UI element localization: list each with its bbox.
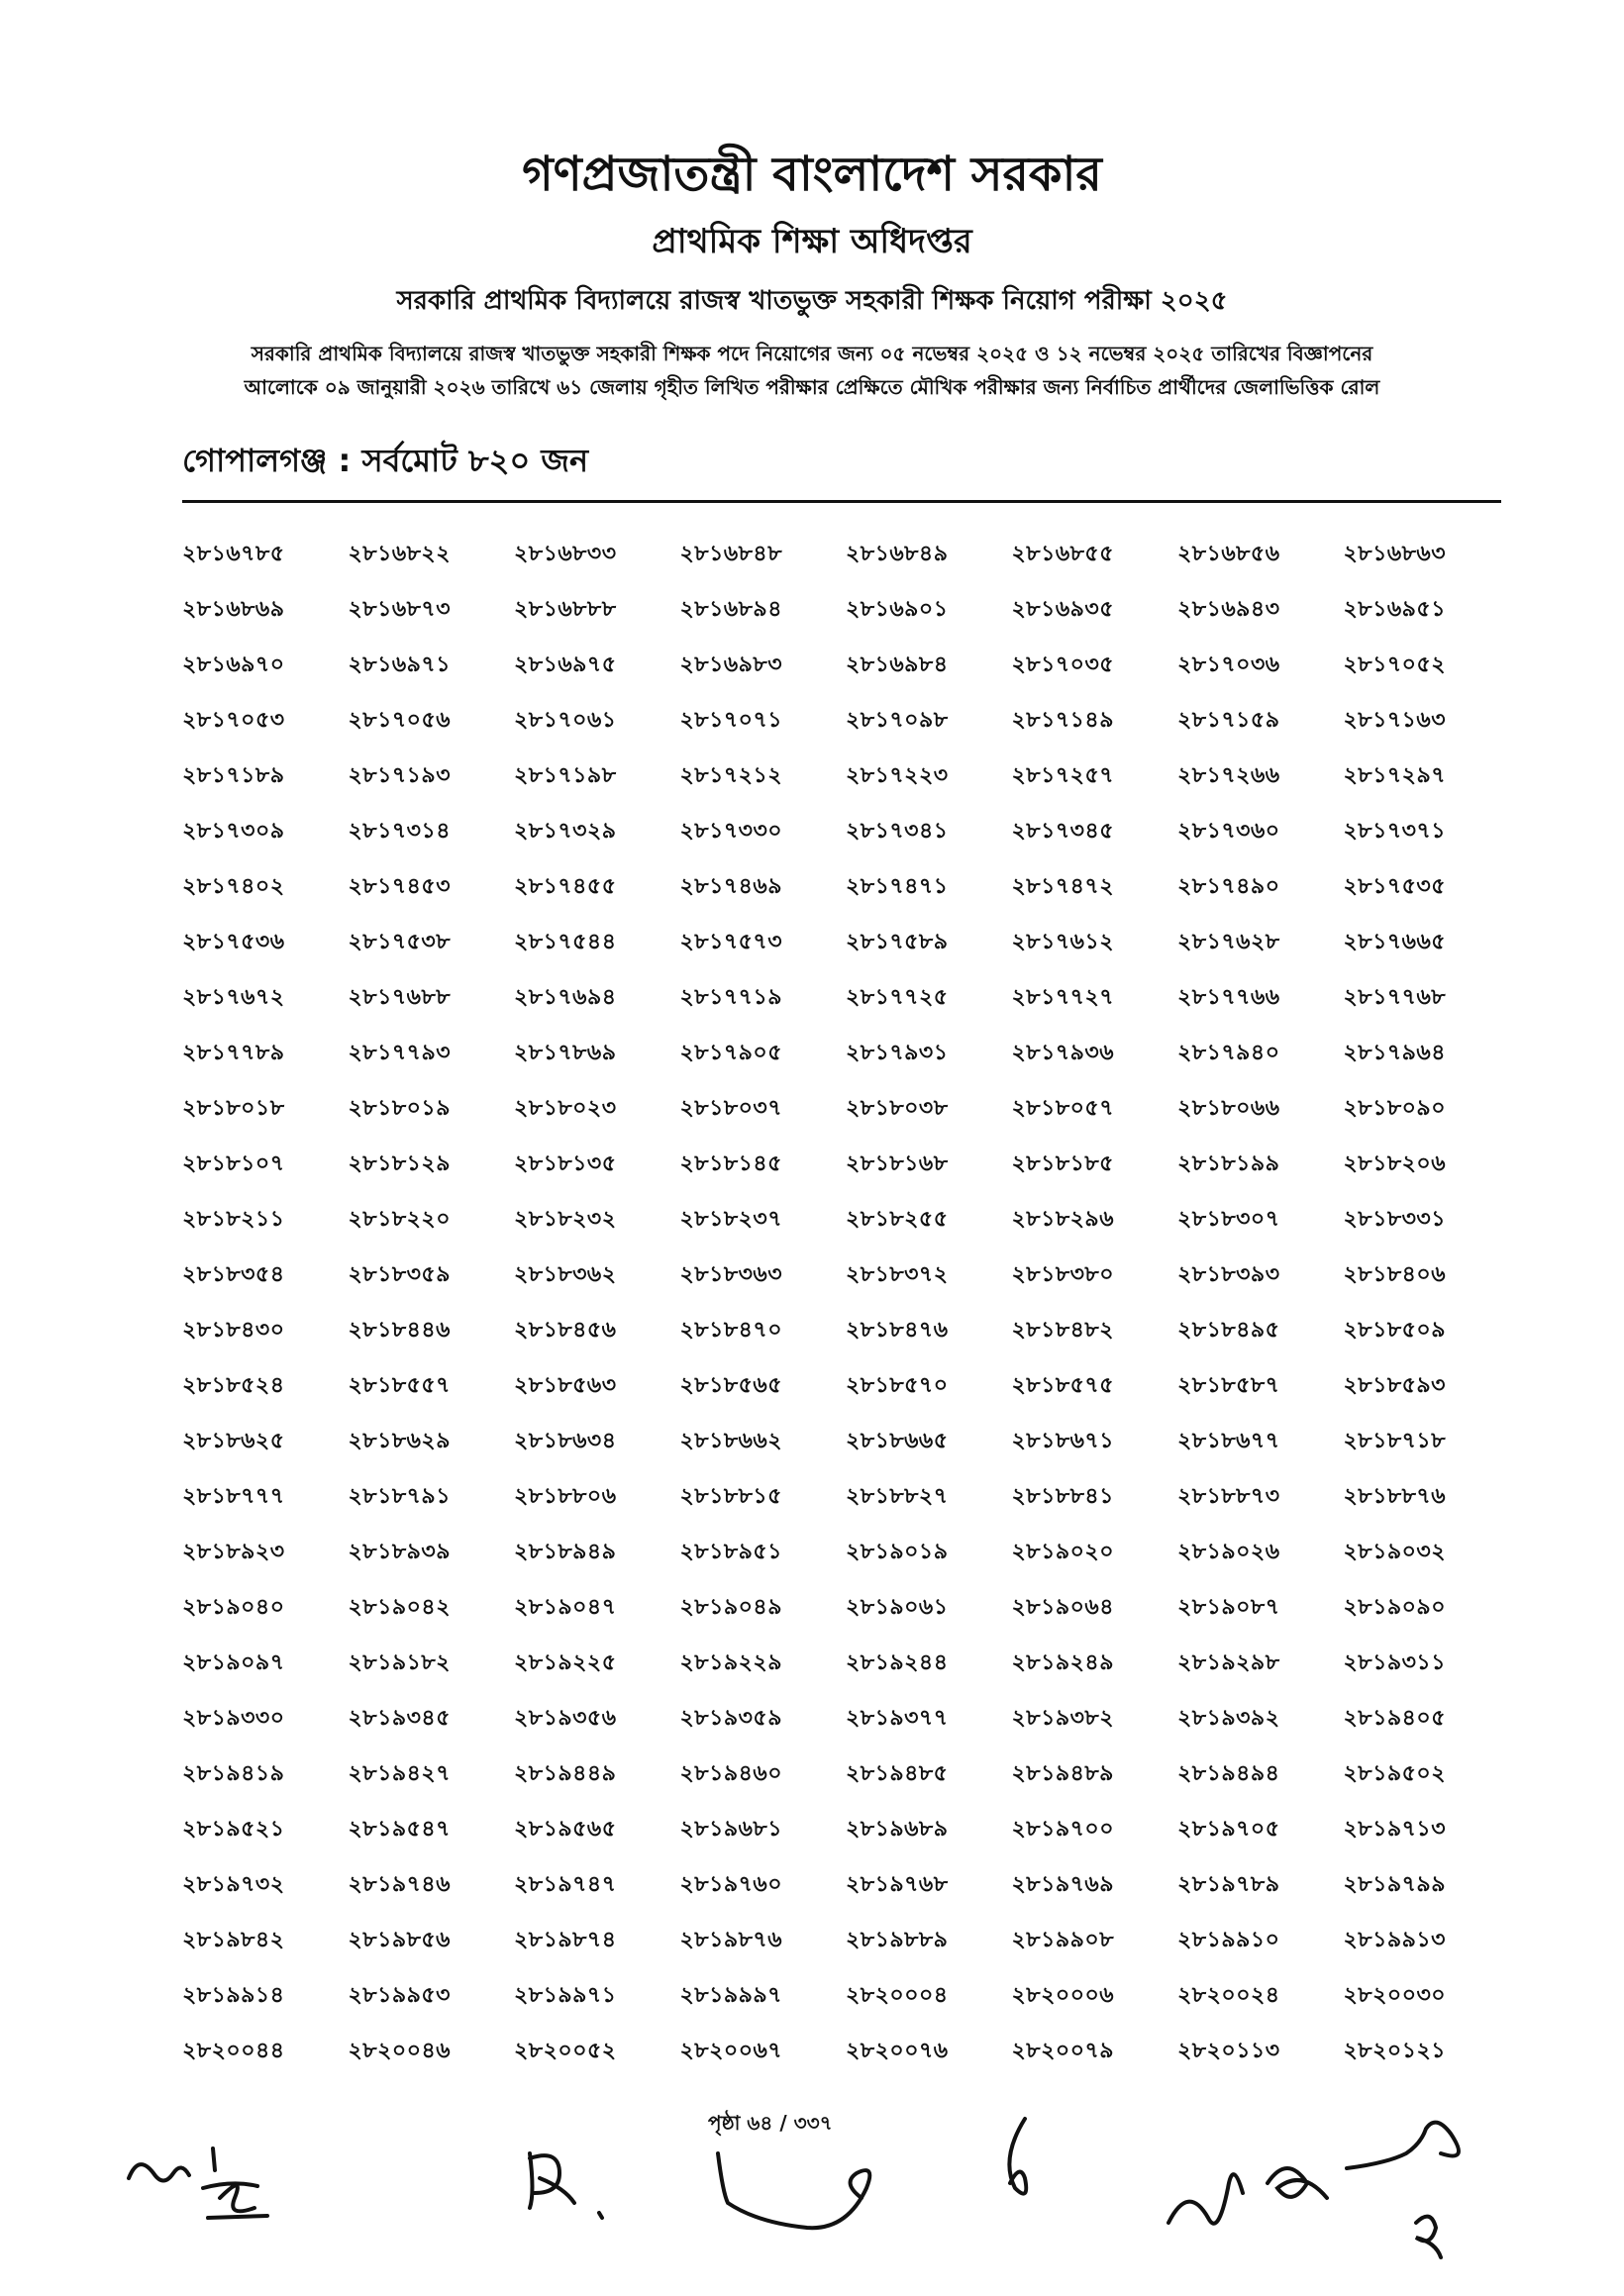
roll-number-cell: ২৮১৮২৩৭ xyxy=(679,1207,783,1232)
roll-number-cell: ২৮১৮৯৩৯ xyxy=(348,1540,451,1564)
roll-number-cell: ২৮১৮৩৬৩ xyxy=(679,1262,783,1287)
roll-number-cell: ২৮১৮৫৫৭ xyxy=(348,1373,451,1398)
roll-number-cell: ২৮১৭১৫৯ xyxy=(1177,708,1280,733)
roll-number-cell: ২৮১৭১৯৩ xyxy=(348,763,452,788)
roll-number-cell: ২৮১৯৩৫৬ xyxy=(514,1706,617,1731)
roll-number-cell: ২৮১৯৭৬০ xyxy=(679,1872,783,1897)
roll-number-cell: ২৮১৭৯০৫ xyxy=(679,1041,783,1065)
roll-number-cell: ২৮১৭৪০২ xyxy=(182,874,285,899)
roll-number-cell: ২৮১৮৭৭৭ xyxy=(182,1484,285,1509)
roll-number-cell: ২৮১৯৮৫৬ xyxy=(348,1928,451,1952)
roll-number-cell: ২৮১৯৫৬৫ xyxy=(514,1817,617,1842)
roll-number-cell: ২৮১৯৭৮৯ xyxy=(1177,1872,1280,1897)
roll-number-cell: ২৮১৭৭৬৬ xyxy=(1177,985,1280,1010)
roll-number-cell: ২৮১৯৭১৩ xyxy=(1343,1817,1447,1842)
roll-number-cell: ২৮১৯০৩২ xyxy=(1343,1540,1447,1564)
roll-number-cell: ২৮২০০৫২ xyxy=(514,2039,617,2063)
roll-number-cell: ২৮১৯৪৮৫ xyxy=(846,1761,949,1786)
exam-title: সরকারি প্রাথমিক বিদ্যালয়ে রাজস্ব খাতভুক্ত সহকারী শিক্ষক নিয়োগ পরীক্ষা ২০২৫ xyxy=(396,286,1228,316)
roll-number-cell: ২৮১৮৮৪১ xyxy=(1011,1484,1114,1509)
roll-number-cell: ২৮১৯৯৭১ xyxy=(514,1983,617,2008)
roll-number-cell: ২৮১৬৯৭০ xyxy=(182,652,285,677)
roll-number-cell: ২৮১৮০৩৮ xyxy=(846,1096,949,1121)
roll-number-cell: ২৮১৬৭৮৫ xyxy=(182,542,285,566)
roll-number-cell: ২৮১৮৯৪৯ xyxy=(514,1540,617,1564)
roll-number-cell: ২৮২০০০৪ xyxy=(846,1983,949,2008)
roll-number-cell: ২৮১৮১৮৫ xyxy=(1011,1151,1114,1176)
district-heading: গোপালগঞ্জ : সর্বমোট ৮২০ জন xyxy=(182,442,589,479)
roll-number-cell: ২৮১৭৯৩৬ xyxy=(1011,1041,1115,1065)
roll-number-cell: ২৮১৯৪০৫ xyxy=(1343,1706,1446,1731)
roll-number-cell: ২৮১৮০১৮ xyxy=(182,1096,285,1121)
roll-number-cell: ২৮২০০৪৪ xyxy=(182,2039,285,2063)
roll-number-cell: ২৮১৮২৯৬ xyxy=(1011,1207,1115,1232)
roll-number-cell: ২৮১৮৩৭২ xyxy=(846,1262,949,1287)
roll-number-cell: ২৮১৮২৩২ xyxy=(514,1207,617,1232)
roll-number-cell: ২৮১৭৩০৯ xyxy=(182,819,285,844)
roll-number-cell: ২৮১৮৬৬৫ xyxy=(846,1429,949,1453)
roll-number-cell: ২৮১৭৫৩৮ xyxy=(348,930,452,954)
roll-number-cell: ২৮১৭২৯৭ xyxy=(1343,763,1447,788)
roll-number-cell: ২৮১৭০৫২ xyxy=(1343,652,1447,677)
roll-number-cell: ২৮১৬৮৬৩ xyxy=(1343,542,1447,566)
roll-number-cell: ২৮১৭৪৭১ xyxy=(846,874,949,899)
roll-number-cell: ২৮১৯৭৩২ xyxy=(182,1872,285,1897)
roll-number-cell: ২৮২০০৭৯ xyxy=(1011,2039,1115,2063)
roll-number-cell: ২৮১৯০৪০ xyxy=(182,1595,285,1620)
roll-number-cell: ২৮১৭০৫৬ xyxy=(348,708,452,733)
roll-number-cell: ২৮১৭৩৪৫ xyxy=(1011,819,1115,844)
roll-number-cell: ২৮১৮৩৫৪ xyxy=(182,1262,285,1287)
roll-number-cell: ২৮১৭১৯৮ xyxy=(514,763,617,788)
roll-number-cell: ২৮১৭২২৩ xyxy=(846,763,949,788)
roll-number-cell: ২৮১৮৯৫১ xyxy=(679,1540,782,1564)
roll-number-cell: ২৮১৭৭৯৩ xyxy=(348,1041,452,1065)
roll-number-cell: ২৮১৮৭১৮ xyxy=(1343,1429,1446,1453)
roll-number-cell: ২৮১৮৬২৯ xyxy=(348,1429,452,1453)
roll-number-cell: ২৮১৯৪৮৯ xyxy=(1011,1761,1114,1786)
roll-number-cell: ২৮১৮৫৯৩ xyxy=(1343,1373,1446,1398)
roll-number-cell: ২৮১৯৮৭৬ xyxy=(679,1928,783,1952)
roll-number-cell: ২৮১৬৮৯৪ xyxy=(679,597,782,622)
roll-number-cell: ২৮১৮৫৬৫ xyxy=(679,1373,782,1398)
roll-number-cell: ২৮১৭৬৬৫ xyxy=(1343,930,1447,954)
roll-number-cell: ২৮১৯২৪৪ xyxy=(846,1650,949,1675)
roll-number-cell: ২৮১৭৩৭১ xyxy=(1343,819,1447,844)
roll-number-cell: ২৮১৭৫৮৯ xyxy=(846,930,949,954)
roll-number-cell: ২৮১৭৪৭২ xyxy=(1011,874,1115,899)
roll-number-cell: ২৮১৮১০৭ xyxy=(182,1151,285,1176)
roll-number-cell: ২৮১৭১৮৯ xyxy=(182,763,285,788)
roll-number-cell: ২৮১৮৫৬৩ xyxy=(514,1373,617,1398)
roll-number-cell: ২৮১৬৮৫৬ xyxy=(1177,542,1280,566)
roll-number-cell: ২৮১৮৩৮০ xyxy=(1011,1262,1115,1287)
roll-number-cell: ২৮১৮৮৭৩ xyxy=(1177,1484,1280,1509)
roll-number-cell: ২৮১৯৮৮৯ xyxy=(846,1928,949,1952)
signature-5 xyxy=(1159,2114,1495,2282)
roll-number-cell: ২৮১৭২৬৬ xyxy=(1177,763,1280,788)
roll-number-cell: ২৮১৯২২৯ xyxy=(679,1650,783,1675)
roll-number-cell: ২৮১৯৯১৪ xyxy=(182,1983,285,2008)
roll-number-cell: ২৮১৮৪৪৬ xyxy=(348,1318,451,1343)
roll-number-cell: ২৮১৮৫৭৫ xyxy=(1011,1373,1114,1398)
roll-number-cell: ২৮১৯২২৫ xyxy=(514,1650,617,1675)
roll-number-cell: ২৮১৯০২৬ xyxy=(1177,1540,1280,1564)
roll-number-cell: ২৮১৯৪৬০ xyxy=(679,1761,783,1786)
roll-number-cell: ২৮১৯৮৪২ xyxy=(182,1928,285,1952)
roll-number-cell: ২৮১৯৭৯৯ xyxy=(1343,1872,1446,1897)
roll-number-cell: ২৮১৯৪৯৪ xyxy=(1177,1761,1280,1786)
roll-number-cell: ২৮১৮১৪৫ xyxy=(679,1151,782,1176)
roll-number-cell: ২৮১৮৩৫৯ xyxy=(348,1262,451,1287)
page-number: পৃষ্ঠা ৬৪ / ৩৩৭ xyxy=(708,2111,833,2135)
roll-number-cell: ২৮১৭৮৬৯ xyxy=(514,1041,617,1065)
roll-number-cell: ২৮১৭৪৯০ xyxy=(1177,874,1280,899)
roll-number-cell: ২৮২০১২১ xyxy=(1343,2039,1447,2063)
roll-number-cell: ২৮১৯৫০২ xyxy=(1343,1761,1447,1786)
roll-number-cell: ২৮১৮২২০ xyxy=(348,1207,452,1232)
roll-number-cell: ২৮১৯৭০৫ xyxy=(1177,1817,1280,1842)
description-line-1: সরকারি প্রাথমিক বিদ্যালয়ে রাজস্ব খাতভুক্ত সহকারী শিক্ষক পদে নিয়োগের জন্য ০৫ নভেম্বর ২০২৫ ও ১২ নভেম্বর ২০২৫ তারিখের বিজ্ঞাপনের xyxy=(251,342,1373,365)
roll-number-cell: ২৮১৭৫৭৩ xyxy=(679,930,783,954)
roll-number-cell: ২৮১৬৯৭১ xyxy=(348,652,452,677)
roll-number-cell: ২৮১৮৫৭০ xyxy=(846,1373,949,1398)
roll-number-cell: ২৮১৮৪৫৬ xyxy=(514,1318,617,1343)
roll-number-cell: ২৮১৭৯৪০ xyxy=(1177,1041,1280,1065)
government-title: গণপ্রজাতন্ত্রী বাংলাদেশ সরকার xyxy=(522,147,1102,202)
roll-number-cell: ২৮১৮৩৩১ xyxy=(1343,1207,1447,1232)
roll-number-cell: ২৮১৯৯১০ xyxy=(1177,1928,1280,1952)
roll-number-cell: ২৮১৮১৯৯ xyxy=(1177,1151,1280,1176)
roll-number-cell: ২৮১৭৯৬৪ xyxy=(1343,1041,1447,1065)
roll-number-cell: ২৮১৮২১১ xyxy=(182,1207,285,1232)
roll-number-cell: ২৮১৭৯৩১ xyxy=(846,1041,949,1065)
roll-number-cell: ২৮১৮৬৭৭ xyxy=(1177,1429,1280,1453)
roll-number-cell: ২৮১৯০৯৭ xyxy=(182,1650,285,1675)
roll-number-cell: ২৮১৭৬৭২ xyxy=(182,985,285,1010)
directorate-title: প্রাথমিক শিক্ষা অধিদপ্তর xyxy=(652,222,972,261)
roll-number-cell: ২৮২০০২৪ xyxy=(1177,1983,1280,2008)
roll-number-cell: ২৮১৯৫২১ xyxy=(182,1817,285,1842)
roll-number-cell: ২৮১৮৬২৫ xyxy=(182,1429,285,1453)
roll-number-cell: ২৮১৮১২৯ xyxy=(348,1151,451,1176)
roll-number-cell: ২৮১৭৩৪১ xyxy=(846,819,949,844)
roll-number-cell: ২৮১৮৪৭০ xyxy=(679,1318,783,1343)
roll-number-cell: ২৮১৯৭৪৭ xyxy=(514,1872,617,1897)
roll-number-cell: ২৮১৬৯৮৩ xyxy=(679,652,783,677)
roll-number-cell: ২৮১৭৩২৯ xyxy=(514,819,617,844)
roll-number-cell: ২৮১৭৭২৭ xyxy=(1011,985,1115,1010)
roll-number-cell: ২৮১৯৫৪৭ xyxy=(348,1817,451,1842)
roll-number-cell: ২৮১৭৬৮৮ xyxy=(348,985,452,1010)
roll-number-cell: ২৮১৮৫০৯ xyxy=(1343,1318,1446,1343)
signature-2 xyxy=(515,2134,634,2233)
signature-3 xyxy=(713,2129,901,2257)
roll-number-cell: ২৮১৮৬৩৪ xyxy=(514,1429,617,1453)
roll-number-cell: ২৮১৯৬৮৯ xyxy=(846,1817,949,1842)
roll-number-cell: ২৮১৭৬২৮ xyxy=(1177,930,1280,954)
roll-number-cell: ২৮২০০৬৭ xyxy=(679,2039,783,2063)
roll-number-cell: ২৮১৭৭২৫ xyxy=(846,985,949,1010)
roll-number-cell: ২৮১৭৭৬৮ xyxy=(1343,985,1447,1010)
roll-number-cell: ২৮১৮৮২৭ xyxy=(846,1484,949,1509)
roll-number-cell: ২৮১৯৪১৯ xyxy=(182,1761,285,1786)
roll-number-cell: ২৮১৯৩৮২ xyxy=(1011,1706,1115,1731)
roll-number-cell: ২৮১৯০৬১ xyxy=(846,1595,949,1620)
roll-number-cell: ২৮১৯৩৪৫ xyxy=(348,1706,451,1731)
roll-number-cell: ২৮১৮০১৯ xyxy=(348,1096,451,1121)
description-line-2: আলোকে ০৯ জানুয়ারী ২০২৬ তারিখে ৬১ জেলায় গৃহীত লিখিত পরীক্ষার প্রেক্ষিতে মৌখিক পরীক্ষার জন্য নির্বাচিত প্রার্থীদের জেলাভিত্তিক রোল xyxy=(244,375,1380,399)
roll-number-cell: ২৮১৮৪৮২ xyxy=(1011,1318,1114,1343)
roll-number-cell: ২৮১৭০৩৬ xyxy=(1177,652,1280,677)
roll-number-cell: ২৮১৭০৯৮ xyxy=(846,708,949,733)
roll-number-cell: ২৮১৯৯০৮ xyxy=(1011,1928,1114,1952)
roll-number-table xyxy=(182,535,1509,2087)
signature-footer xyxy=(0,2099,1624,2296)
roll-number-cell: ২৮১৭৪৫৩ xyxy=(348,874,452,899)
roll-number-cell: ২৮১৮৬৭১ xyxy=(1011,1429,1115,1453)
roll-number-cell: ২৮২০১১৩ xyxy=(1177,2039,1280,2063)
roll-number-cell: ২৮১৯৭৬৯ xyxy=(1011,1872,1115,1897)
roll-number-cell: ২৮১৮৬৬২ xyxy=(679,1429,783,1453)
roll-number-cell: ২৮১৮০৬৬ xyxy=(1177,1096,1280,1121)
roll-number-cell: ২৮১৭৫৪৪ xyxy=(514,930,617,954)
roll-number-cell: ২৮১৯৪২৭ xyxy=(348,1761,452,1786)
roll-number-cell: ২৮১৭৭৮৯ xyxy=(182,1041,285,1065)
roll-number-cell: ২৮১৬৮৩৩ xyxy=(514,542,617,566)
roll-number-cell: ২৮১৮৩৬২ xyxy=(514,1262,617,1287)
signature-4 xyxy=(985,2109,1065,2228)
roll-number-cell: ২৮১৬৮৪৯ xyxy=(846,542,949,566)
roll-number-cell: ২৮১৬৮২২ xyxy=(348,542,452,566)
roll-number-cell: ২৮১৯৭৪৬ xyxy=(348,1872,452,1897)
roll-number-cell: ২৮১৮৪৯৫ xyxy=(1177,1318,1280,1343)
roll-number-cell: ২৮১৭৪৬৯ xyxy=(679,874,783,899)
roll-number-cell: ২৮২০০৭৬ xyxy=(846,2039,949,2063)
roll-number-cell: ২৮১৬৮৮৮ xyxy=(514,597,617,622)
roll-number-cell: ২৮১৮৫২৪ xyxy=(182,1373,285,1398)
roll-number-cell: ২৮১৯০১৯ xyxy=(846,1540,949,1564)
roll-number-cell: ২৮১৭৩১৪ xyxy=(348,819,452,844)
roll-number-cell: ২৮১৮৮৭৬ xyxy=(1343,1484,1447,1509)
roll-number-cell: ২৮১৭০৩৫ xyxy=(1011,652,1115,677)
roll-number-cell: ২৮১৯০২০ xyxy=(1011,1540,1115,1564)
roll-number-cell: ২৮১৭৬১২ xyxy=(1011,930,1115,954)
heading-divider xyxy=(182,500,1501,503)
roll-number-cell: ২৮১৯০৪৯ xyxy=(679,1595,782,1620)
roll-number-cell: ২৮১৯০৮৭ xyxy=(1177,1595,1280,1620)
roll-number-cell: ২৮১৮০২৩ xyxy=(514,1096,617,1121)
roll-number-cell: ২৮২০০০৬ xyxy=(1011,1983,1115,2008)
roll-number-cell: ২৮১৯৮৭৪ xyxy=(514,1928,617,1952)
roll-number-cell: ২৮২০০৪৬ xyxy=(348,2039,452,2063)
roll-number-cell: ২৮১৯২৯৮ xyxy=(1177,1650,1280,1675)
roll-number-cell: ২৮১৮০৫৭ xyxy=(1011,1096,1115,1121)
roll-number-cell: ২৮১৯২৪৯ xyxy=(1011,1650,1114,1675)
roll-number-cell: ২৮১৯৯৫৩ xyxy=(348,1983,451,2008)
roll-number-cell: ২৮১৯৭০০ xyxy=(1011,1817,1115,1842)
roll-number-cell: ২৮১৮৫৮৭ xyxy=(1177,1373,1280,1398)
roll-number-cell: ২৮১৮৮০৬ xyxy=(514,1484,617,1509)
roll-number-cell: ২৮১৮১৩৫ xyxy=(514,1151,617,1176)
roll-number-cell: ২৮১৮২০৬ xyxy=(1343,1151,1447,1176)
roll-number-cell: ২৮১৮৩০৭ xyxy=(1177,1207,1280,1232)
roll-number-cell: ২৮১৭৪৫৫ xyxy=(514,874,617,899)
roll-number-cell: ২৮১৭৫৩৫ xyxy=(1343,874,1447,899)
roll-number-cell: ২৮২০০৩০ xyxy=(1343,1983,1447,2008)
roll-number-cell: ২৮১৬৮৫৫ xyxy=(1011,542,1114,566)
roll-number-cell: ২৮১৭০৭১ xyxy=(679,708,783,733)
roll-number-cell: ২৮১৮৮১৫ xyxy=(679,1484,782,1509)
roll-number-cell: ২৮১৬৮৪৮ xyxy=(679,542,782,566)
roll-number-cell: ২৮১৯৯৯৭ xyxy=(679,1983,782,2008)
roll-number-cell: ২৮১৯৭৬৮ xyxy=(846,1872,949,1897)
roll-number-cell: ২৮১৯০৪৭ xyxy=(514,1595,617,1620)
roll-number-cell: ২৮১৮৪৩০ xyxy=(182,1318,285,1343)
exam-description xyxy=(139,337,1485,404)
roll-number-cell: ২৮১৮৯২৩ xyxy=(182,1540,285,1564)
roll-number-cell: ২৮১৭৩৬০ xyxy=(1177,819,1280,844)
roll-number-cell: ২৮১৬৯৩৫ xyxy=(1011,597,1115,622)
roll-number-cell: ২৮১৯০৯০ xyxy=(1343,1595,1447,1620)
roll-number-cell: ২৮১৮১৬৮ xyxy=(846,1151,949,1176)
roll-number-cell: ২৮১৭১৬৩ xyxy=(1343,708,1447,733)
roll-number-cell: ২৮১৭৭১৯ xyxy=(679,985,783,1010)
roll-number-cell: ২৮১৯৪৪৯ xyxy=(514,1761,617,1786)
roll-number-cell: ২৮১৬৯৭৫ xyxy=(514,652,617,677)
roll-number-cell: ২৮১৬৯৫১ xyxy=(1343,597,1446,622)
roll-number-cell: ২৮১৭২৫৭ xyxy=(1011,763,1115,788)
roll-number-cell: ২৮১৮২৫৫ xyxy=(846,1207,949,1232)
roll-number-cell: ২৮১৬৮৬৯ xyxy=(182,597,285,622)
roll-number-cell: ২৮১৮০৯০ xyxy=(1343,1096,1447,1121)
roll-number-cell: ২৮১৭২১২ xyxy=(679,763,783,788)
roll-number-cell: ২৮১৬৯৮৪ xyxy=(846,652,949,677)
roll-number-cell: ২৮১৭০৬১ xyxy=(514,708,617,733)
roll-number-cell: ২৮১৭৬৯৪ xyxy=(514,985,617,1010)
roll-number-cell: ২৮১৯০৪২ xyxy=(348,1595,452,1620)
roll-number-cell: ২৮১৭৫৩৬ xyxy=(182,930,285,954)
roll-number-cell: ২৮১৬৯০১ xyxy=(846,597,949,622)
roll-number-cell: ২৮১৯৩৩০ xyxy=(182,1706,285,1731)
roll-number-cell: ২৮১৯৩৭৭ xyxy=(846,1706,949,1731)
roll-number-cell: ২৮১৬৯৪৩ xyxy=(1177,597,1280,622)
roll-number-cell: ২৮১৮৭৯১ xyxy=(348,1484,451,1509)
roll-number-cell: ২৮১৯৩৫৯ xyxy=(679,1706,782,1731)
roll-number-cell: ২৮১৯৩১১ xyxy=(1343,1650,1446,1675)
roll-number-cell: ২৮১৭০৫৩ xyxy=(182,708,285,733)
roll-number-cell: ২৮১৬৮৭৩ xyxy=(348,597,452,622)
roll-number-cell: ২৮১৮৪৭৬ xyxy=(846,1318,949,1343)
roll-number-cell: ২৮১৯৩৯২ xyxy=(1177,1706,1280,1731)
roll-number-cell: ২৮১৭৩৩০ xyxy=(679,819,783,844)
roll-number-cell: ২৮১৭১৪৯ xyxy=(1011,708,1114,733)
roll-number-cell: ২৮১৮৩৯৩ xyxy=(1177,1262,1280,1287)
roll-number-cell: ২৮১৯৬৮১ xyxy=(679,1817,782,1842)
roll-number-cell: ২৮১৮০৩৭ xyxy=(679,1096,783,1121)
signature-1 xyxy=(109,2119,327,2228)
roll-number-cell: ২৮১৮৪০৬ xyxy=(1343,1262,1447,1287)
roll-number-cell: ২৮১৯০৬৪ xyxy=(1011,1595,1115,1620)
roll-number-cell: ২৮১৯১৮২ xyxy=(348,1650,451,1675)
roll-number-cell: ২৮১৯৯১৩ xyxy=(1343,1928,1446,1952)
